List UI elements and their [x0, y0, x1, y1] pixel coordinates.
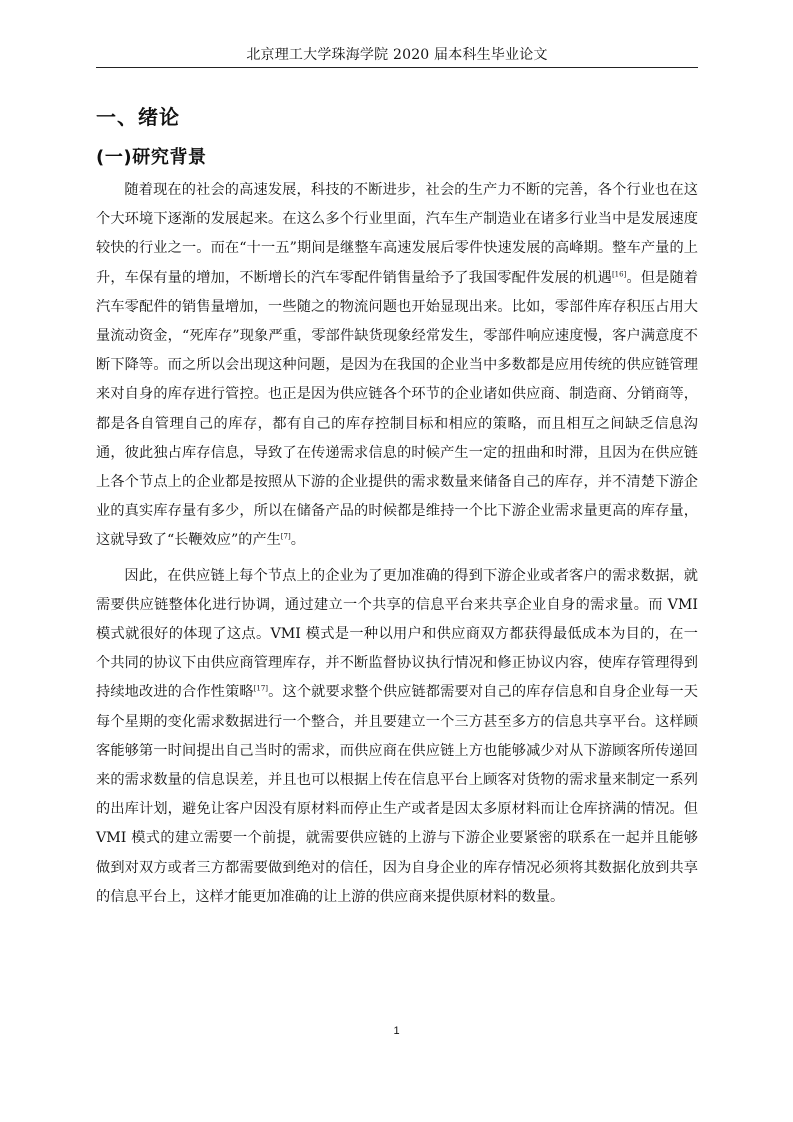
- citation-16: [16]: [611, 269, 627, 278]
- paragraph-text: 随着现在的社会的高速发展，科技的不断进步，社会的生产力不断的完善，各个行业也在这个大环境下逐渐的发展起来。在这么多个行业里面，汽车生产制造业在诸多行业当中是发展速度较快的行业之一。而在“十一五”期间是继整车高速发展后零件快速发展的高峰期。整车产量的上升，车保有量的增加，不断增长的汽车零配件销售量给予了我国零配件发展的机遇: [96, 182, 698, 286]
- body-paragraph-1: [96, 176, 698, 556]
- running-header: 北京理工大学珠海学院 2020 届本科生毕业论文: [246, 47, 548, 63]
- citation-17: [17]: [253, 684, 269, 693]
- section-title: 一、绪论: [96, 105, 180, 129]
- paragraph-text: 因此，在供应链上每个节点上的企业为了更加准确的得到下游企业或者客户的需求数据，就需要供应链整体化进行协调，通过建立一个共享的信息平台来共享企业自身的需求量。而 VMI 模式就很好的体现了这点。VMI 模式是一种以用户和供应商双方都获得最低成本为目的，在一个共同的协议下由供应商管理库存，并不断监督协议执行情况和修正协议内容，使库存管理得到持续地改进的合作性策略: [96, 567, 698, 701]
- page-content: [96, 104, 698, 912]
- subsection-title: (一)研究背景: [96, 147, 207, 168]
- citation-7: [7]: [280, 532, 291, 541]
- header-rule: [96, 67, 698, 68]
- paragraph-text: 。这个就要求整个供应链都需要对自己的库存信息和自身企业每一天每个星期的变化需求数据进行一个整合，并且要建立一个三方甚至多方的信息共享平台。这样顾客能够第一时间提出自己当时的需求，而供应商在供应链上方也能够减少对从下游顾客所传递回来的需求数量的信息误差，并且也可以根据上传在信息平台上顾客对货物的需求量来制定一系列的出库计划，避免让客户因没有原材料而停止生产或者是因太多原材料而让仓库挤满的情况。但 VMI 模式的建立需要一个前提，就需要供应链的上游与下游企业要紧密的联系在一起并且能够做到对双方或者三方都需要做到绝对的信任，因为自身企业的库存情况必须将其数据化放到共享的信息平台上，这样才能更加准确的让上游的供应商来提供原材料的数量。: [96, 684, 698, 905]
- body-paragraph-2: [96, 562, 698, 912]
- page-number: 1: [393, 1025, 400, 1037]
- paragraph-text: 。: [290, 532, 305, 549]
- paragraph-text: 。但是随着汽车零配件的销售量增加，一些随之的物流问题也开始显现出来。比如，零部件库存积压占用大量流动资金，“死库存”现象严重，零部件缺货现象经常发生，零部件响应速度慢，客户满意度不断下降等。而之所以会出现这种问题，是因为在我国的企业当中多数都是应用传统的供应链管理来对自身的库存进行管控。也正是因为供应链各个环节的企业诸如供应商、制造商、分销商等，都是各自管理自己的库存，都有自己的库存控制目标和相应的策略，而且相互之间缺乏信息沟通，彼此独占库存信息，导致了在传递需求信息的时候产生一定的扭曲和时滞，且因为在供应链上各个节点上的企业都是按照从下游的企业提供的需求数量来储备自己的库存，并不清楚下游企业的真实库存量有多少，所以在储备产品的时候都是维持一个比下游企业需求量更高的库存量，这就导致了“长鞭效应”的产生: [96, 269, 698, 549]
